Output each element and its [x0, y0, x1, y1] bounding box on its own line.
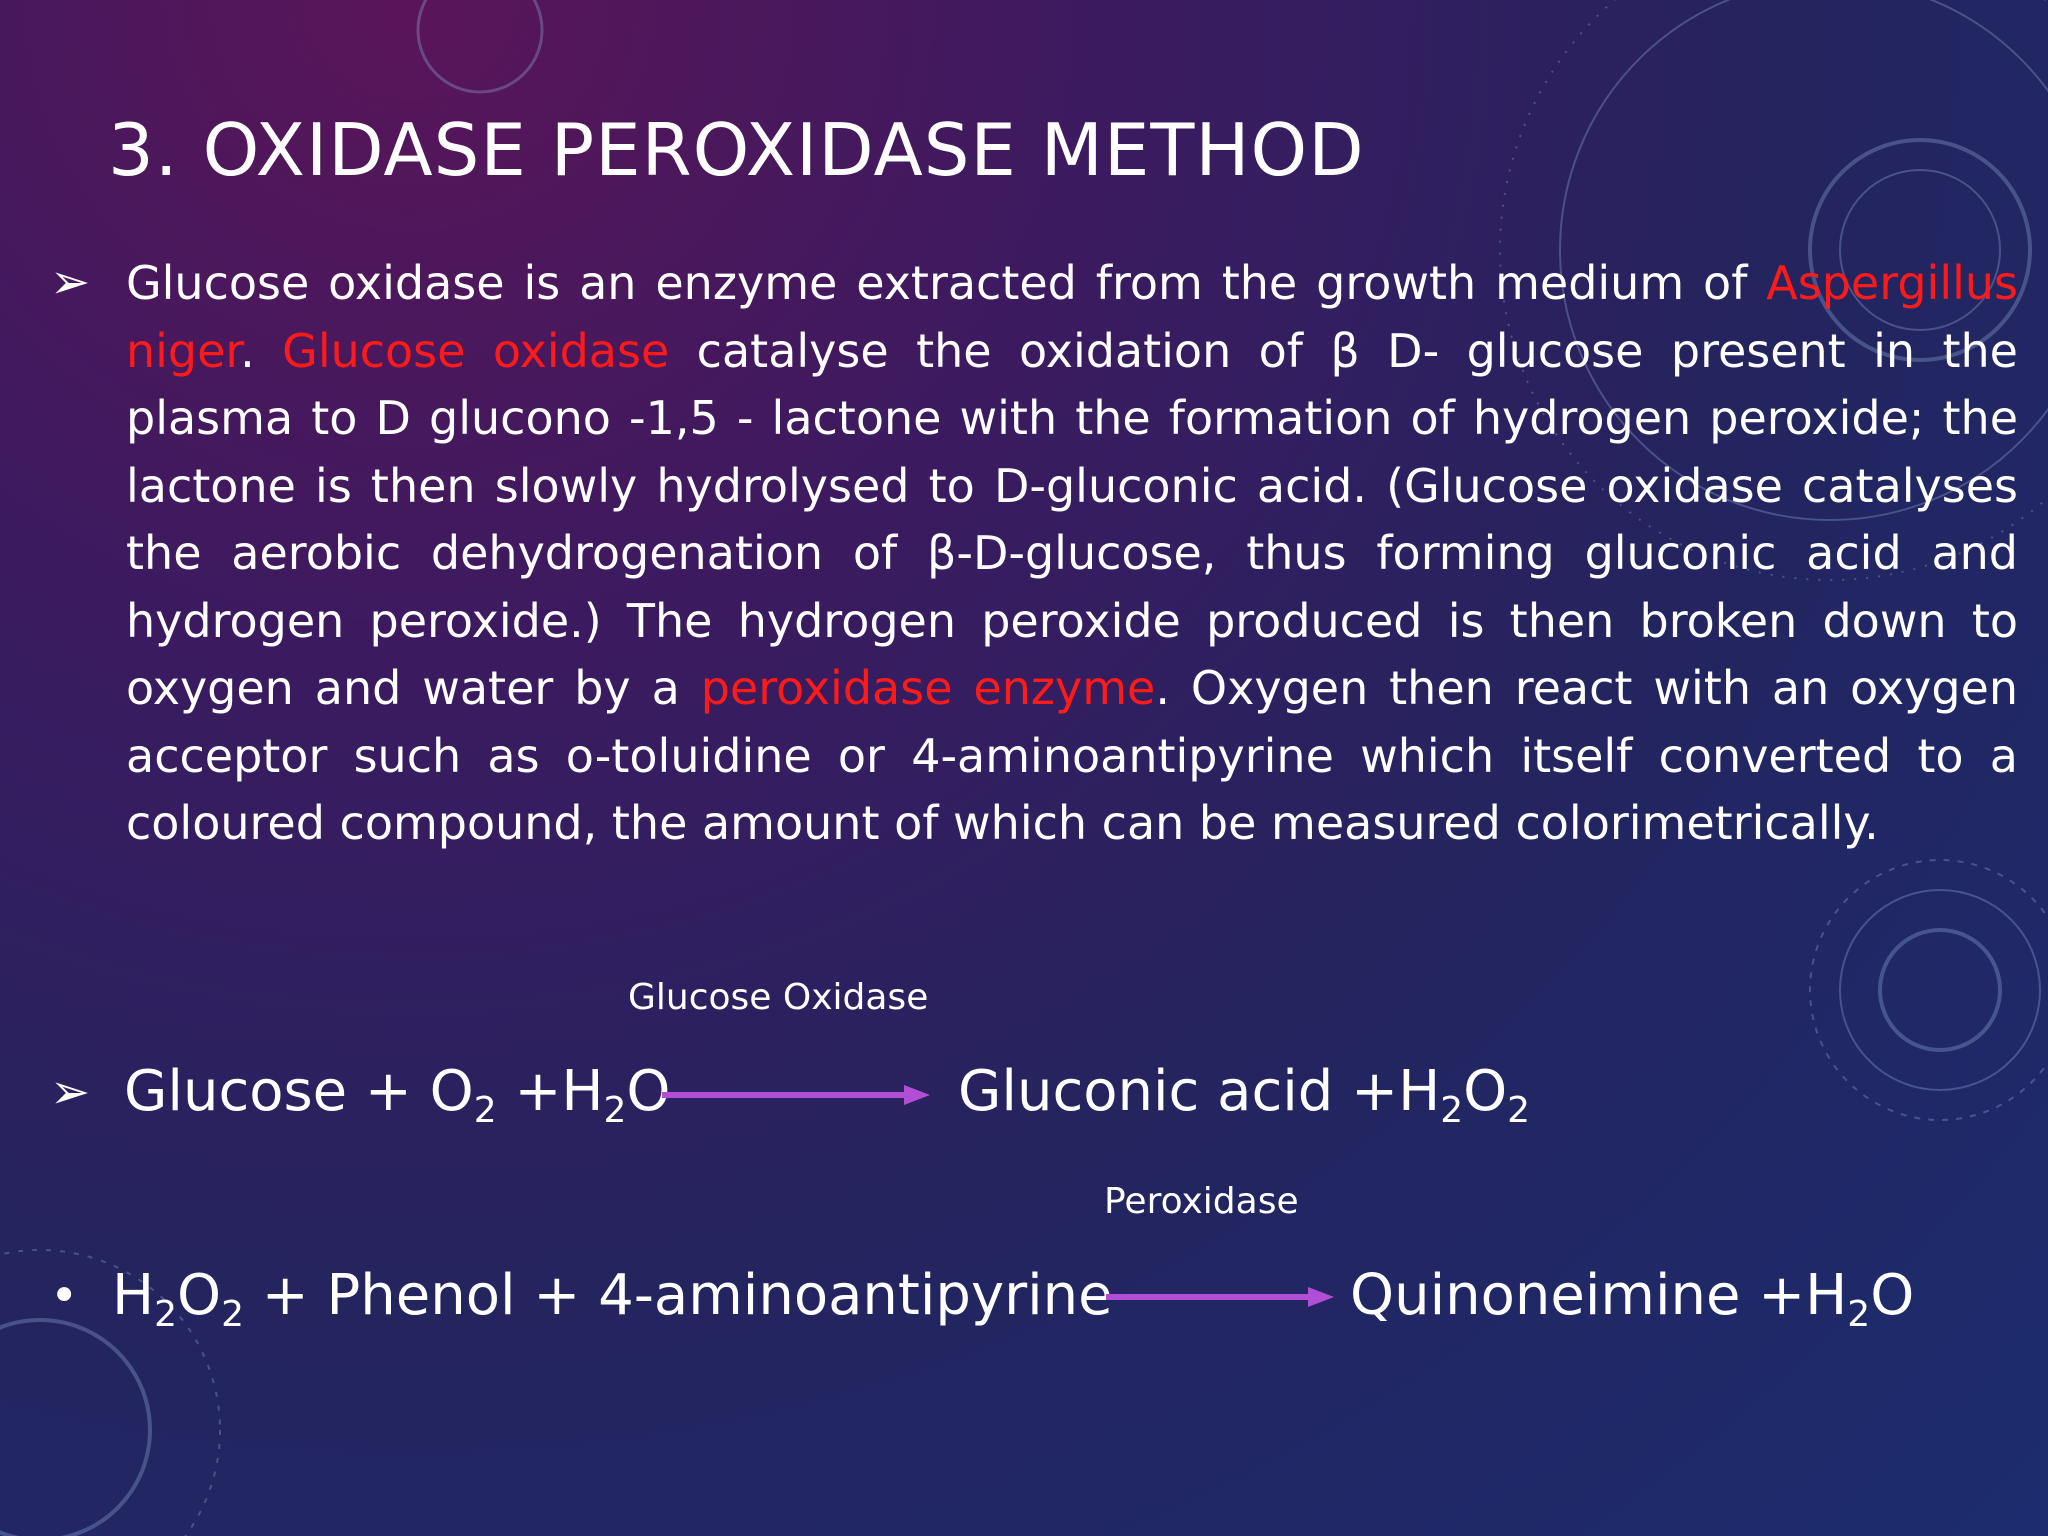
paragraph-text-2: .: [240, 323, 283, 378]
subscript: 2: [154, 1294, 178, 1335]
reaction1-products: [958, 1054, 1530, 1130]
round-bullet-icon: •: [50, 1268, 79, 1324]
subscript: 2: [221, 1294, 244, 1335]
arrowhead-bullet-icon: ➢: [50, 254, 91, 310]
reaction1-lhs-part: +H: [496, 1059, 604, 1124]
reaction2-lhs-part: + Phenol + 4-aminoantipyrine: [244, 1263, 1113, 1328]
subscript: 2: [1507, 1090, 1531, 1131]
reaction1-lhs-part: Glucose + O: [124, 1059, 474, 1124]
reaction2-products: [1350, 1258, 1914, 1334]
subscript: 2: [473, 1090, 497, 1131]
subscript: 2: [1847, 1294, 1871, 1335]
reaction2-reactants: [112, 1258, 1113, 1334]
enzyme-label-glucose-oxidase: Glucose Oxidase: [628, 977, 929, 1018]
reaction-arrow-icon: [660, 1080, 932, 1110]
reaction2-lhs-part: O: [177, 1263, 222, 1328]
reaction1-rhs-part: Gluconic acid +H: [958, 1059, 1441, 1124]
reaction1-rhs-part: O: [1463, 1059, 1508, 1124]
reaction2-lhs-part: H: [112, 1263, 155, 1328]
paragraph-text-1: Glucose oxidase is an enzyme extracted from the growth medium of: [126, 256, 1767, 310]
reaction2-rhs-part: Quinoneimine +H: [1350, 1263, 1848, 1328]
highlight-glucose-oxidase: Glucose oxidase: [282, 323, 670, 378]
reaction1-lhs-part: O: [626, 1059, 671, 1124]
paragraph-text-3: catalyse the oxidation of β D- glucose present in the plasma to D glucono -1,5 - lactone with the formation of hydrogen peroxide; the lactone is then slowly hydrolysed to D-gluconic acid. (Glucose oxidase catalyses the aerobic dehydrogenation of β-D-glucose, thus forming gluconic acid and hydrogen peroxide.) The hydrogen peroxide produced is then broken down to oxygen and water by a: [126, 323, 2018, 715]
subscript: 2: [1440, 1090, 1464, 1131]
subscript: 2: [603, 1090, 627, 1131]
arrowhead-bullet-icon: ➢: [50, 1064, 91, 1120]
paragraph-text-4: . Oxygen then react with an oxygen acceptor such as o-toluidine or 4-aminoantipyrine which itself converted to a coloured compound, the amount of which can be measured colorimetrically.: [126, 661, 2018, 850]
body-paragraph: [126, 250, 2018, 858]
slide-title: 3. OXIDASE PEROXIDASE METHOD: [108, 108, 1365, 192]
reaction2-rhs-part: O: [1870, 1263, 1915, 1328]
highlight-peroxidase-enzyme: peroxidase enzyme: [700, 661, 1156, 715]
reaction-arrow-icon: [1104, 1282, 1336, 1312]
reaction1-reactants: [124, 1054, 670, 1130]
enzyme-label-peroxidase: Peroxidase: [1104, 1181, 1299, 1222]
highlight-aspergillus-niger: Aspergillus niger: [126, 256, 2018, 378]
